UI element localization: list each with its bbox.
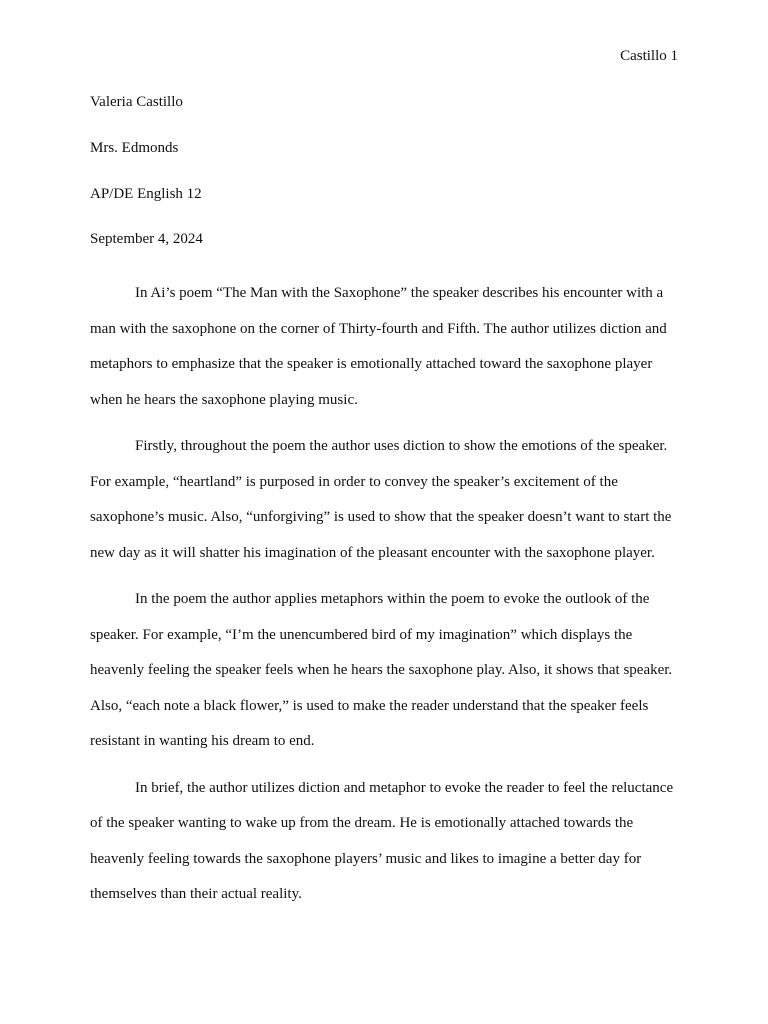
paragraph	[90, 582, 678, 760]
mla-heading	[90, 92, 678, 275]
paragraph-line: For example, “heartland” is purposed in order to convey the speaker’s excitement of the	[90, 473, 618, 490]
paragraph-line: In Ai’s poem “The Man with the Saxophone” the speaker describes his encounter with a	[135, 285, 664, 301]
paragraph	[90, 276, 678, 418]
page-header-marker: Castillo 1	[620, 48, 678, 64]
paragraph-line: new day as it will shatter his imagination of the pleasant encounter with the saxophone player.	[90, 544, 655, 561]
paragraph-line: Firstly, throughout the poem the author uses diction to show the emotions of the speaker.	[135, 437, 668, 454]
paragraph-line: resistant in wanting his dream to end.	[90, 733, 315, 750]
paragraph-line: speaker. For example, “I’m the unencumbered bird of my imagination” which displays the	[90, 626, 633, 643]
paragraph-line: themselves than their actual reality.	[90, 886, 302, 903]
teacher-name: Mrs. Edmonds	[90, 139, 179, 156]
student-name: Valeria Castillo	[90, 94, 183, 110]
essay-date: September 4, 2024	[90, 231, 203, 248]
paragraph-line: man with the saxophone on the corner of Thirty-fourth and Fifth. The author utilizes diction and	[90, 320, 667, 337]
paragraph-line: saxophone’s music. Also, “unforgiving” is used to show that the speaker doesn’t want to start the	[90, 509, 672, 526]
paragraph-line: heavenly feeling towards the saxophone players’ music and likes to imagine a better day for	[90, 850, 642, 867]
paragraph	[90, 429, 678, 571]
paragraph-line: of the speaker wanting to wake up from the dream. He is emotionally attached towards the	[90, 815, 634, 832]
paragraph-line: In brief, the author utilizes diction and metaphor to evoke the reader to feel the reluctance	[135, 779, 674, 796]
paragraph-line: when he hears the saxophone playing music.	[90, 391, 358, 408]
paragraph	[90, 771, 678, 913]
paragraph-line: heavenly feeling the speaker feels when he hears the saxophone play. Also, it shows that speaker.	[90, 662, 673, 679]
essay-body	[90, 276, 678, 923]
paragraph-line: In the poem the author applies metaphors within the poem to evoke the outlook of the	[135, 590, 650, 607]
course-name: AP/DE English 12	[90, 185, 202, 202]
paragraph-line: Also, “each note a black flower,” is used to make the reader understand that the speaker feels	[90, 697, 649, 714]
paragraph-line: metaphors to emphasize that the speaker is emotionally attached toward the saxophone player	[90, 356, 653, 373]
